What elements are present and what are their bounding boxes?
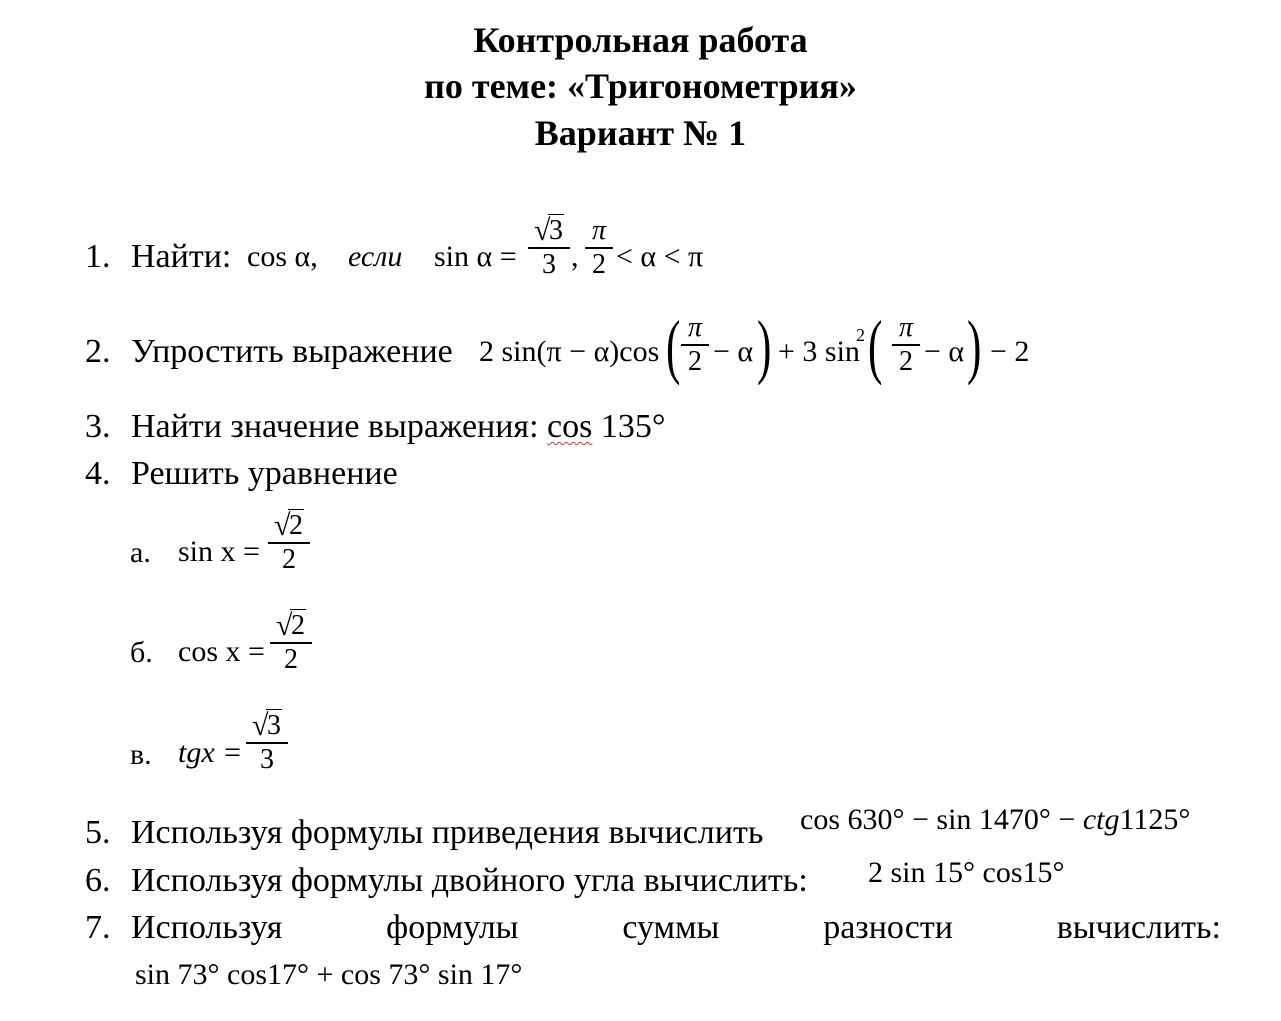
math-minus-alpha: − α bbox=[924, 335, 965, 368]
task-number: 5. bbox=[85, 814, 111, 851]
exponent: 2 bbox=[856, 325, 865, 345]
fraction-sqrt3-over-3: √ 3 3 bbox=[246, 710, 288, 776]
math-if: если bbox=[348, 240, 403, 273]
task-number: 2. bbox=[85, 333, 111, 370]
denominator: 2 bbox=[282, 544, 296, 575]
subtask-label: в. bbox=[130, 738, 152, 771]
fraction-pi-over-2 bbox=[681, 312, 709, 378]
task-text: Используя формулы суммы разности вычислить: bbox=[131, 909, 1221, 946]
math-minus-alpha: − α bbox=[713, 335, 754, 368]
numerator: 2 bbox=[291, 610, 305, 641]
task-text: Упростить выражение bbox=[131, 333, 453, 370]
title-line-3: Вариант № 1 bbox=[534, 113, 747, 153]
fraction-pi-over-2 bbox=[892, 312, 920, 378]
math-cos: cos bbox=[547, 408, 593, 445]
task-number: 6. bbox=[85, 862, 111, 899]
math-value: 135° bbox=[592, 408, 666, 445]
math-tail: − 2 bbox=[990, 335, 1030, 368]
denominator: 2 bbox=[592, 249, 606, 280]
task-number: 7. bbox=[85, 909, 111, 946]
title-line-2: по теме: «Тригонометрия» bbox=[424, 66, 857, 106]
denominator: 3 bbox=[542, 249, 556, 280]
fraction-sqrt2-over-2: √ 2 2 bbox=[270, 610, 312, 676]
numerator: 3 bbox=[267, 710, 281, 741]
fraction-pi-over-2 bbox=[585, 215, 613, 281]
task-number: 1. bbox=[85, 238, 111, 275]
task-text: Используя формулы двойного угла вычислить: bbox=[131, 862, 808, 899]
math-expr: tgx = bbox=[178, 736, 243, 769]
numerator: π bbox=[591, 215, 607, 246]
task-text: Используя формулы приведения вычислить bbox=[131, 814, 764, 851]
fraction-sqrt2-over-2: √ 2 2 bbox=[268, 510, 310, 576]
numerator: 3 bbox=[549, 215, 563, 246]
subtask-label: а. bbox=[130, 536, 151, 569]
math-expression: cos 630° − sin 1470° − ctg1125° bbox=[800, 803, 1191, 836]
task-text: Найти значение выражения: cos 135° bbox=[131, 408, 666, 445]
comma: , bbox=[571, 240, 579, 273]
denominator: 2 bbox=[688, 346, 702, 377]
math-part-1: 2 sin(π − α)cos bbox=[479, 335, 660, 368]
denominator: 3 bbox=[260, 744, 274, 775]
math-expression: sin 73° cos17° + cos 73° sin 17° bbox=[135, 958, 523, 991]
task-number: 4. bbox=[85, 455, 111, 492]
task-text: Найти: bbox=[131, 238, 232, 275]
denominator: 2 bbox=[284, 644, 298, 675]
math-condition: < α < π bbox=[616, 240, 704, 273]
math-plus-sin: + 3 sin bbox=[778, 335, 860, 368]
numerator: π bbox=[687, 312, 703, 343]
math-expr: sin x = bbox=[178, 535, 260, 568]
denominator: 2 bbox=[899, 346, 913, 377]
math-sin: sin α = bbox=[434, 240, 517, 273]
numerator: π bbox=[898, 312, 914, 343]
task-text: Решить уравнение bbox=[131, 455, 398, 492]
task-number: 3. bbox=[85, 408, 111, 445]
math-expr: cos x = bbox=[178, 635, 265, 668]
subtask-label: б. bbox=[130, 636, 153, 669]
math-expression: 2 sin 15° cos15° bbox=[868, 856, 1065, 889]
fraction-sqrt3-over-3: √ 3 3 bbox=[528, 215, 570, 281]
title-line-1: Контрольная работа bbox=[473, 20, 808, 60]
math-cos: cos α, bbox=[247, 240, 318, 273]
numerator: 2 bbox=[289, 510, 303, 541]
